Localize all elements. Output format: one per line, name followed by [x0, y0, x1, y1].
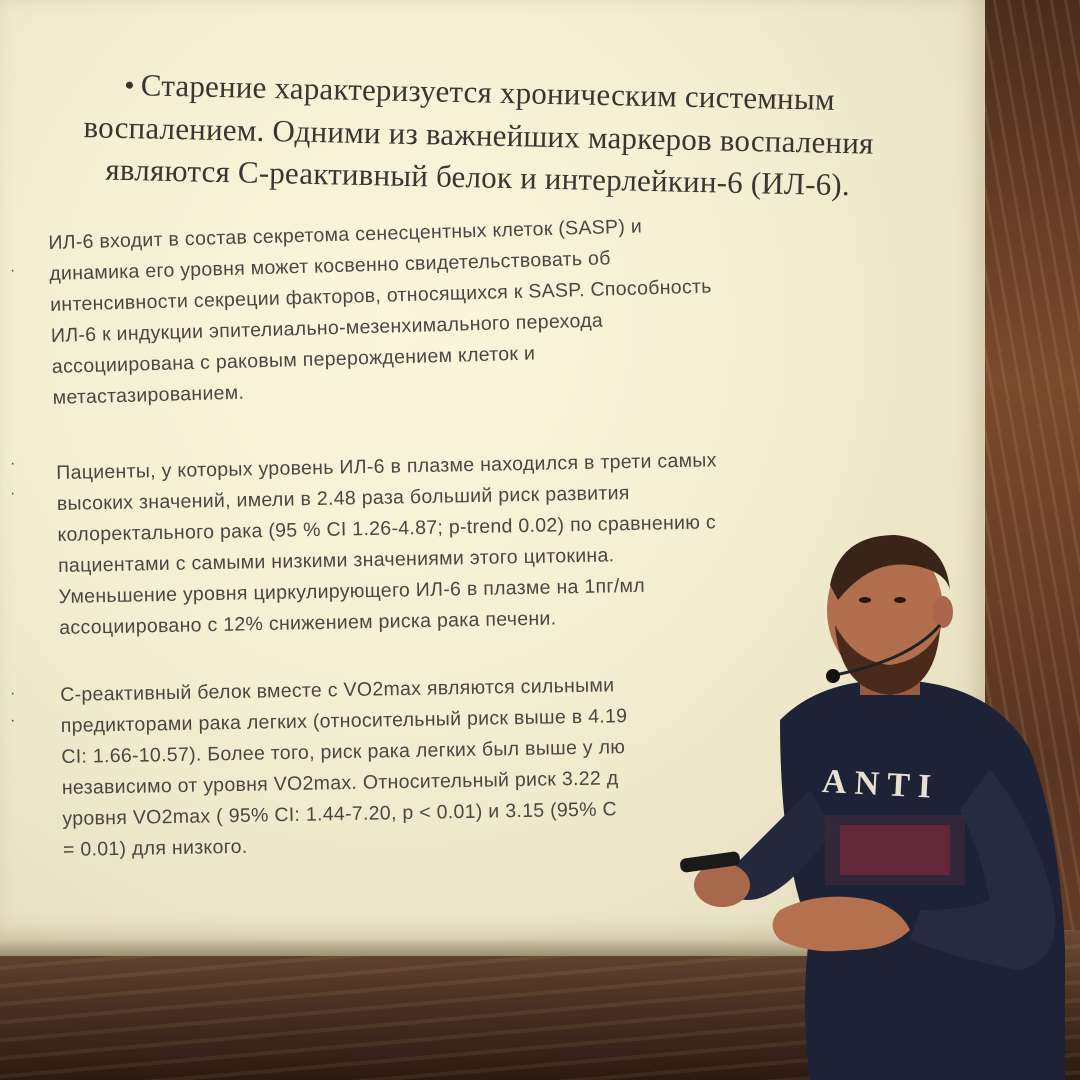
paragraph-line: ассоциировано с 12% снижением риска рака печени. — [59, 607, 557, 639]
paragraph-line: С-реактивный белок вместе с VO2max являются сильными — [60, 674, 615, 706]
paragraph-line: интенсивности секреции факторов, относящихся к SASP. Способность — [49, 275, 712, 316]
paragraph-line: Уменьшение уровня циркулирующего ИЛ-6 в плазме на 1пг/мл — [58, 574, 646, 608]
presenter-figure — [660, 530, 1080, 1080]
paragraph-line: динамика его уровня может косвенно свидетельствовать об — [48, 247, 611, 285]
paragraph-line: колоректального рака (95 % CI 1.26-4.87; p-trend 0.02) по сравнению с — [57, 511, 717, 546]
side-bullet-mark: · — [10, 262, 16, 279]
paragraph-line: пациентами с самыми низкими значениями этого цитокина. — [57, 544, 615, 577]
heading-bullet: • — [123, 68, 136, 103]
heading-line: воспалением. Одними из важнейших маркеров воспаления — [83, 109, 874, 161]
side-bullet-mark: · — [10, 455, 16, 472]
slide-heading — [27, 62, 929, 208]
paragraph-line: метастазированием. — [52, 381, 245, 409]
shirt-print-text: ANTI — [821, 762, 940, 807]
side-bullet-mark: · — [10, 712, 16, 729]
paragraph-line: ассоциирована с раковым перерождением клеток и — [51, 342, 536, 378]
side-bullet-mark: · — [10, 685, 16, 702]
presenter — [660, 530, 1080, 1080]
paragraph-line: CI: 1.66-10.57). Более того, риск рака легких был выше у лю — [61, 736, 626, 768]
paragraph-line: предикторами рака легких (относительный риск выше в 4.19 — [60, 705, 628, 737]
side-bullet-mark: · — [10, 485, 16, 502]
paragraph-line: независимо от уровня VO2max. Относительный риск 3.22 д — [61, 767, 619, 799]
paragraph-line: = 0.01) для низкого. — [62, 835, 248, 861]
heading-line: Старение характеризуется хроническим системным — [140, 67, 836, 117]
paragraph-line: высоких значений, имели в 2.48 раза больший риск развития — [56, 481, 630, 515]
paragraph-line: Пациенты, у которых уровень ИЛ-6 в плазме находился в трети самых — [56, 449, 717, 484]
paragraph-line: уровня VO2max ( 95% CI: 1.44-7.20, p < 0.01) и 3.15 (95% C — [62, 798, 618, 830]
paragraph-line: ИЛ-6 к индукции эпителиально-мезенхимального перехода — [50, 309, 604, 347]
paragraph-line: ИЛ-6 входит в состав секретома сенесцентных клеток (SASP) и — [48, 215, 643, 254]
slide-paragraph-il6-sasp — [48, 203, 953, 414]
heading-line: являются С-реактивный белок и интерлейкин-6 (ИЛ-6). — [105, 151, 851, 203]
